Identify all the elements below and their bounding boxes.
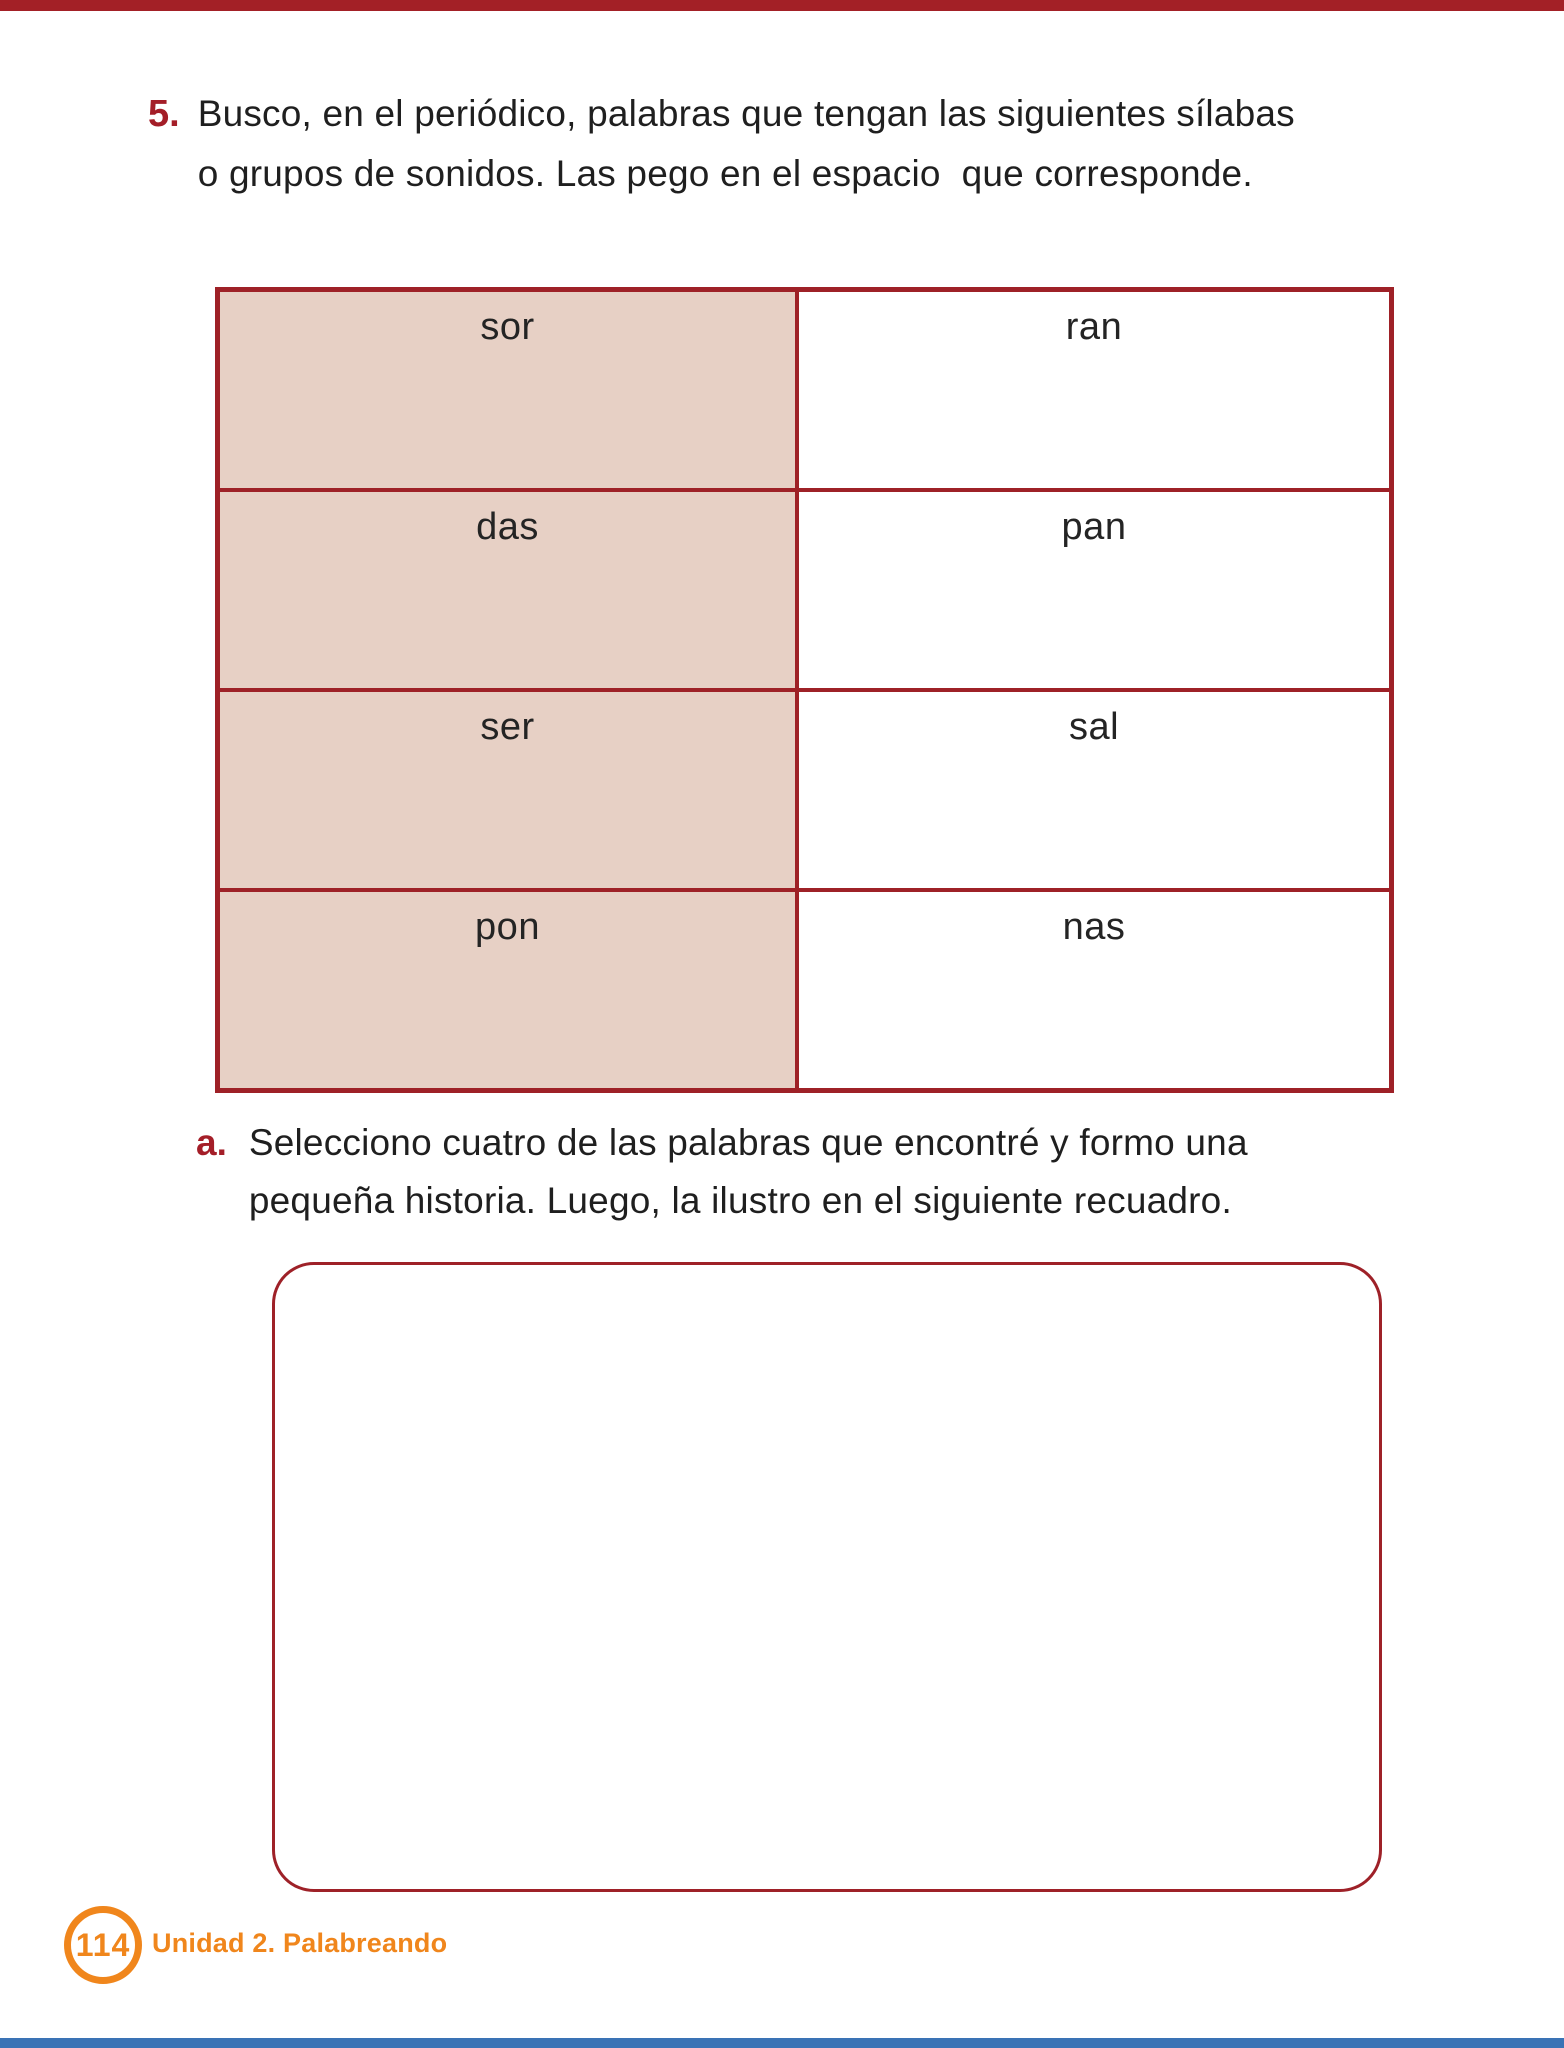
page-number-badge <box>64 1906 142 1984</box>
syllable-cell-ran[interactable]: ran <box>797 290 1391 490</box>
sub-exercise-instruction <box>249 1114 1248 1230</box>
illustration-box[interactable] <box>272 1262 1382 1892</box>
footer-unit-label: Unidad 2. Palabreando <box>152 1928 448 1958</box>
page-number: 114 <box>75 1926 131 1963</box>
top-accent-bar <box>0 0 1564 11</box>
exercise-instruction-line2: o grupos de sonidos. Las pego en el espacio que corresponde. <box>197 153 1253 194</box>
exercise-5 <box>148 84 1428 204</box>
syllable-cell-nas[interactable]: nas <box>797 890 1391 1090</box>
exercise-number: 5. <box>148 93 180 135</box>
syllable-cell-pon[interactable]: pon <box>218 890 797 1090</box>
sub-exercise-instruction-line2: pequeña historia. Luego, la ilustro en el siguiente recuadro. <box>248 1180 1232 1221</box>
syllable-cell-ser[interactable]: ser <box>218 690 797 890</box>
syllable-cell-pan[interactable]: pan <box>797 490 1391 690</box>
sub-exercise-instruction-line1: Selecciono cuatro de las palabras que encontré y formo una <box>248 1122 1248 1163</box>
exercise-instruction <box>198 84 1295 204</box>
syllable-cell-sal[interactable]: sal <box>797 690 1391 890</box>
syllable-cell-sor[interactable]: sor <box>218 290 797 490</box>
syllable-cell-das[interactable]: das <box>218 490 797 690</box>
bottom-accent-bar <box>0 2038 1564 2048</box>
exercise-instruction-line1: Busco, en el periódico, palabras que tengan las siguientes sílabas <box>197 93 1295 134</box>
sub-exercise-a <box>196 1114 1416 1230</box>
sub-exercise-letter: a. <box>196 1122 227 1163</box>
syllables-table <box>215 287 1394 1093</box>
